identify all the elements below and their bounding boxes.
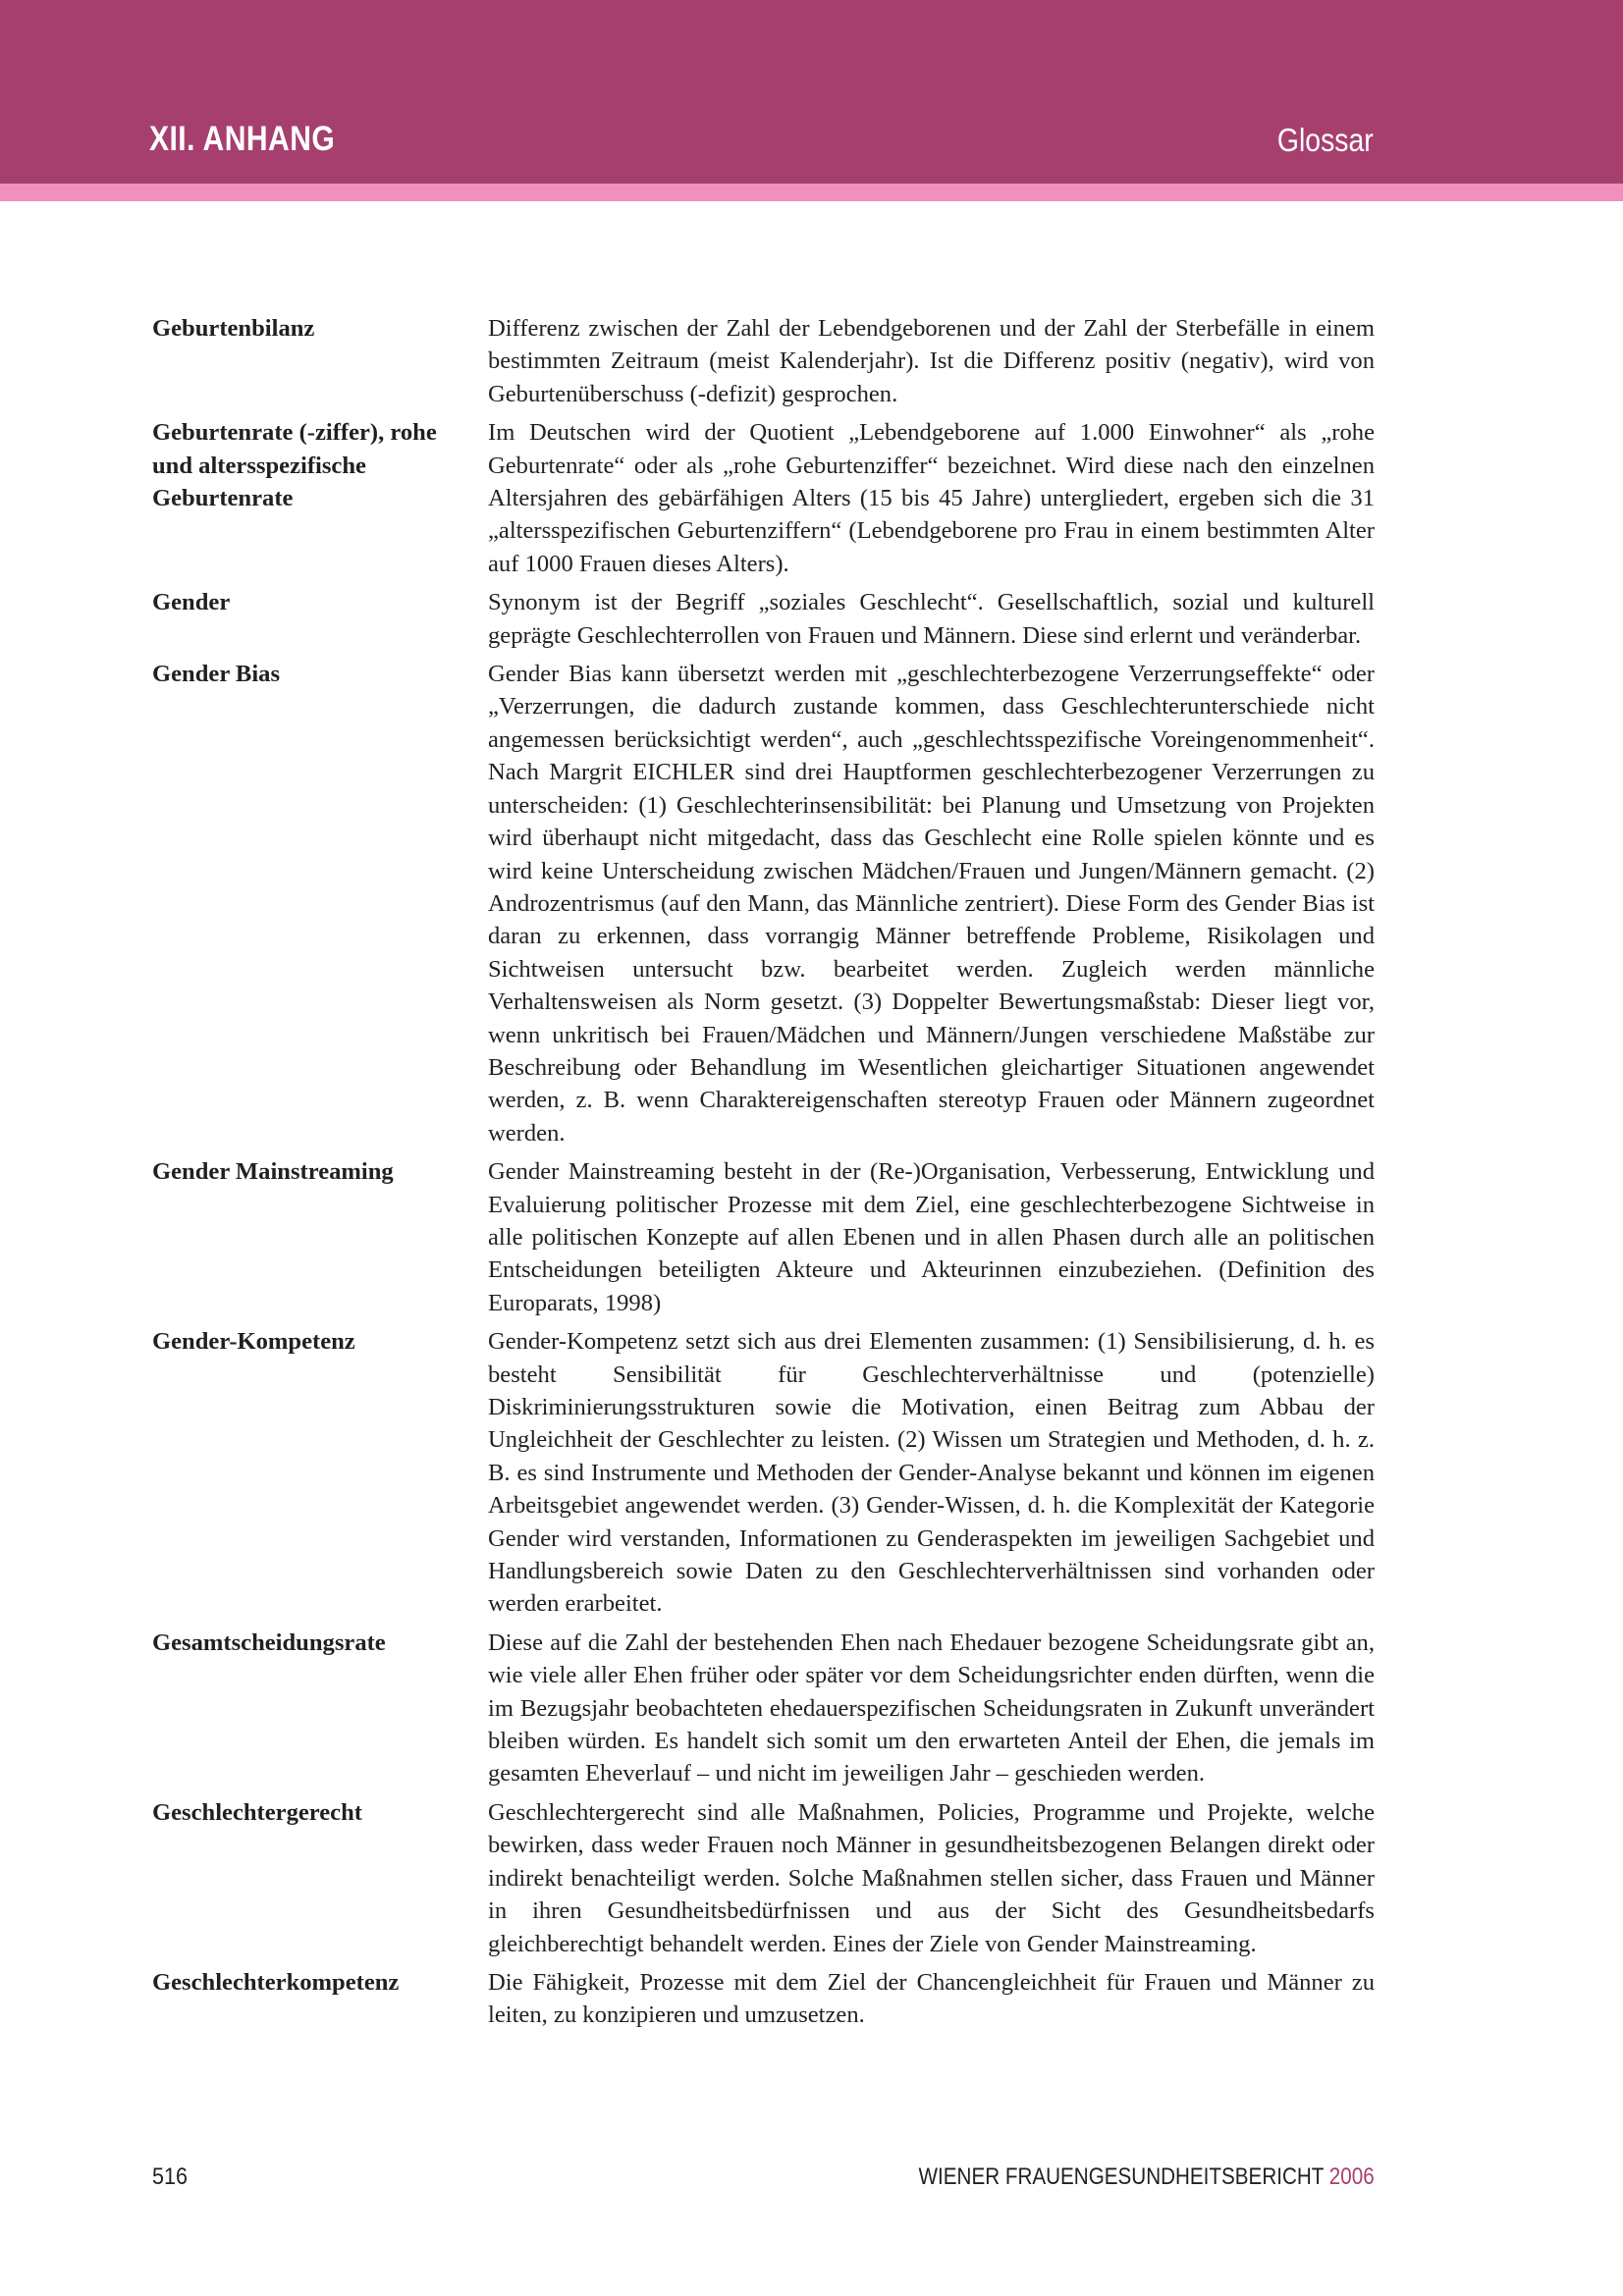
chapter-title: XII. ANHANG xyxy=(149,120,336,158)
glossary-entry xyxy=(152,1796,1375,1960)
glossary-term: Gender Bias xyxy=(152,661,281,688)
glossary-term: Geburtenrate (-ziffer), rohe und altersspezifische Geburtenrate xyxy=(152,419,437,512)
glossary-entry xyxy=(152,416,1375,580)
glossary-entry xyxy=(152,1627,1375,1790)
glossary-entry xyxy=(152,312,1375,410)
glossary-term: Gesamtscheidungsrate xyxy=(152,1629,386,1656)
glossary-list xyxy=(152,312,1375,2038)
glossary-term: Geburtenbilanz xyxy=(152,315,315,342)
glossary-definition: Gender-Kompetenz setzt sich aus drei Elementen zusammen: (1) Sensibilisierung, d. h. es besteht Sensibilität für Geschlechterverhältnisse und (potenzielle) Diskriminierungsstrukturen sowie die Motivation, einen Beitrag zum Abbau der Ungleichheit der Geschlechter zu leisten. (2) Wissen um Strategien und Methoden, d. h. z. B. es sind Instrumente und Methoden der Gender-Analyse bekannt und können im eigenen Arbeitsgebiet angewendet werden. (3) Gender-Wissen, d. h. die Komplexität der Kategorie Gender wird verstanden, Informationen zu Genderaspekten im jeweiligen Sachgebiet und Handlungsbereich sowie Daten zu den Geschlechterverhältnissen sind vorhanden oder werden erarbeitet. xyxy=(488,1328,1375,1618)
glossary-definition: Im Deutschen wird der Quotient „Lebendgeborene auf 1.000 Einwohner“ als „rohe Geburtenrate“ oder als „rohe Geburtenziffer“ bezeichnet. Wird diese nach den einzelnen Altersjahren des gebärfähigen Alters (15 bis 45 Jahre) untergliedert, ergeben sich die 31 „altersspezifischen Geburtenziffern“ (Lebendgeborene pro Frau in einem bestimmten Alter auf 1000 Frauen dieses Alters). xyxy=(488,419,1375,577)
report-year: 2006 xyxy=(1329,2163,1375,2190)
glossary-definition: Die Fähigkeit, Prozesse mit dem Ziel der Chancengleichheit für Frauen und Männer zu leiten, zu konzipieren und umzusetzen. xyxy=(488,1968,1375,2029)
section-title: Glossar xyxy=(1277,122,1374,158)
glossary-definition: Diese auf die Zahl der bestehenden Ehen nach Ehedauer bezogene Scheidungsrate gibt an, wie viele aller Ehen früher oder später vor dem Scheidungsrichter enden dürften, wenn die im Bezugsjahr beobachteten ehedauerspezifischen Scheidungsraten in Zukunft unverändert bleiben würden. Es handelt sich somit um den erwarteten Anteil der Ehen, die jemals im gesamten Eheverlauf – und nicht im jeweiligen Jahr – geschieden werden. xyxy=(488,1629,1375,1788)
glossary-definition: Differenz zwischen der Zahl der Lebendgeborenen und der Zahl der Sterbefälle in einem bestimmten Zeitraum (meist Kalenderjahr). Ist die Differenz positiv (negativ), wird von Geburtenüberschuss (-defizit) gesprochen. xyxy=(488,315,1375,407)
glossary-entry xyxy=(152,1325,1375,1621)
glossary-definition: Gender Mainstreaming besteht in der (Re-)Organisation, Verbesserung, Entwicklung und Evaluierung politischer Prozesse mit dem Ziel, eine geschlechterbezogene Sichtweise in alle politischen Konzepte auf allen Ebenen und in allen Phasen durch alle an politischen Entscheidungen beteiligten Akteure und Akteurinnen einzubeziehen. (Definition des Europarats, 1998) xyxy=(488,1158,1375,1316)
report-title xyxy=(919,2163,1375,2191)
glossary-entry xyxy=(152,1966,1375,2032)
header-band xyxy=(0,0,1623,184)
glossary-definition: Synonym ist der Begriff „soziales Geschlecht“. Gesellschaftlich, sozial und kulturell geprägte Geschlechterrollen von Frauen und Männern. Diese sind erlernt und veränderbar. xyxy=(488,589,1375,649)
glossary-term: Geschlechtergerecht xyxy=(152,1798,362,1826)
report-title-text: WIENER FRAUENGESUNDHEITSBERICHT xyxy=(918,2163,1325,2190)
glossary-definition: Gender Bias kann übersetzt werden mit „geschlechterbezogene Verzerrungseffekte“ oder „Verzerrungen, die dadurch zustande kommen, dass Geschlechterunterschiede nicht angemessen berücksichtigt werden“, auch „geschlechtsspezifische Voreingenommenheit“. Nach Margrit EICHLER sind drei Hauptformen geschlechterbezogener Verzerrungen zu unterscheiden: (1) Geschlechterinsensibilität: bei Planung und Umsetzung von Projekten wird überhaupt nicht mitgedacht, dass das Geschlecht eine Rolle spielen könnte und es wird keine Unterscheidung zwischen Mädchen/Frauen und Jungen/Männern gemacht. (2) Androzentrismus (auf den Mann, das Männliche zentriert). Diese Form des Gender Bias ist daran zu erkennen, dass vorrangig Männer betreffende Probleme, Risikolagen und Sichtweisen untersucht bzw. bearbeitet werden. Zugleich werden männliche Verhaltensweisen als Norm gesetzt. (3) Doppelter Bewertungsmaßstab: Dieser liegt vor, wenn unkritisch bei Frauen/Mädchen und Männern/Jungen verschiedene Maßstäbe zur Beschreibung oder Behandlung im Wesentlichen gleichartiger Situationen angewendet werden, z. B. wenn Charaktereigenschaften stereotyp Frauen oder Männern zugeordnet werden. xyxy=(488,661,1375,1147)
glossary-definition: Geschlechtergerecht sind alle Maßnahmen, Policies, Programme und Projekte, welche bewirken, dass weder Frauen noch Männer in gesundheitsbezogenen Belangen direkt oder indirekt benachteiligt werden. Solche Maßnahmen stellen sicher, dass Frauen und Männer in ihren Gesundheitsbedürfnissen und aus der Sicht des Gesundheitsbedarfs gleichberechtigt behandelt werden. Eines der Ziele von Gender Mainstreaming. xyxy=(488,1798,1375,1957)
glossary-entry xyxy=(152,658,1375,1149)
glossary-entry xyxy=(152,1155,1375,1319)
glossary-term: Gender-Kompetenz xyxy=(152,1328,355,1356)
header-stripe xyxy=(0,184,1623,201)
glossary-term: Geschlechterkompetenz xyxy=(152,1968,400,1996)
glossary-entry xyxy=(152,586,1375,652)
glossary-term: Gender Mainstreaming xyxy=(152,1158,394,1186)
glossary-term: Gender xyxy=(152,589,231,616)
page-number: 516 xyxy=(152,2163,189,2190)
